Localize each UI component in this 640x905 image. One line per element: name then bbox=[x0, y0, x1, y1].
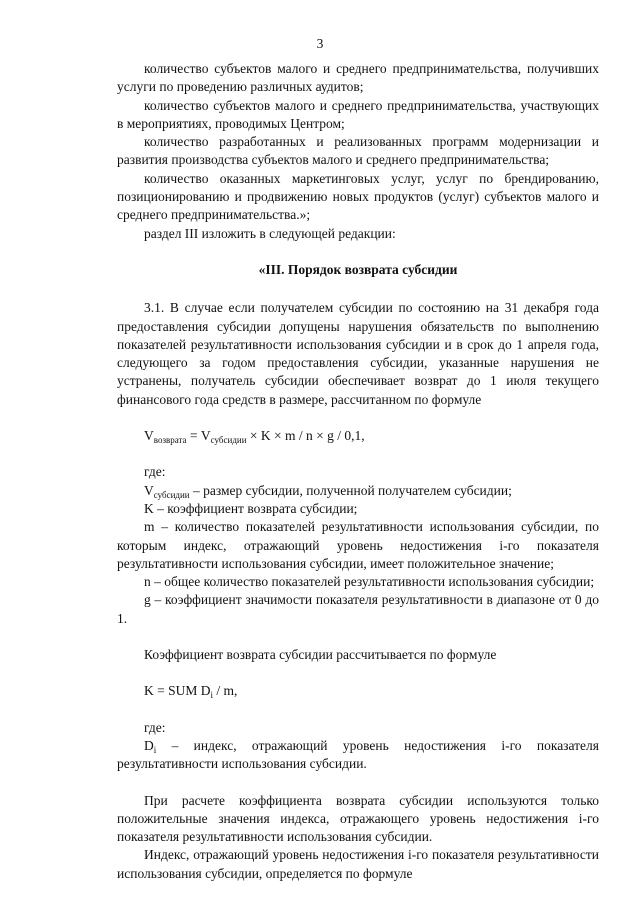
formula-v2-sub: субсидии bbox=[210, 435, 247, 446]
definition-v-text: – размер субсидии, полученной получателем субсидии; bbox=[189, 482, 512, 498]
definition-g: g – коэффициент значимости показателя результативности в диапазоне от 0 до 1. bbox=[117, 592, 599, 626]
definition-d bbox=[117, 737, 599, 774]
formula-coefficient bbox=[117, 682, 599, 700]
formula-v-sub: возврата bbox=[153, 435, 187, 446]
definition-k: K – коэффициент возврата субсидии; bbox=[144, 500, 358, 516]
formula-v: V bbox=[144, 428, 154, 444]
formula2-main: K = SUM D bbox=[144, 683, 211, 699]
paragraph-audits: количество субъектов малого и среднего предпринимательства, получивших услуги по проведению различных аудитов; bbox=[117, 61, 599, 95]
where-label-1: где: bbox=[144, 464, 166, 480]
document-body bbox=[117, 60, 599, 883]
formula-rest: × K × m / n × g / 0,1, bbox=[246, 428, 365, 444]
symbol-v-sub: субсидии bbox=[153, 489, 190, 500]
symbol-v: V bbox=[144, 482, 154, 498]
paragraph-positive-values: При расчете коэффициента возврата субсидии используются только положительные значения индекса, отражающего уровень недостижения i-го показателя результативности использования субсидии. bbox=[117, 792, 599, 845]
paragraph-section-edit: раздел III изложить в следующей редакции: bbox=[144, 225, 396, 241]
formula2-sub: i bbox=[210, 690, 214, 701]
formula-eq: = bbox=[186, 428, 201, 444]
paragraph-events: количество субъектов малого и среднего предпринимательства, участвующих в мероприятиях, проводимых Центром; bbox=[117, 97, 599, 131]
symbol-d: D bbox=[144, 737, 154, 753]
where-label-2: где: bbox=[144, 719, 166, 735]
formula-v2: V bbox=[200, 428, 211, 444]
paragraph-index-formula: Индекс, отражающий уровень недостижения i-го показателя результативности использования субсидии, определяется по формуле bbox=[117, 847, 599, 881]
paragraph-coefficient: Коэффициент возврата субсидии рассчитывается по формуле bbox=[144, 647, 497, 663]
definition-d-text: – индекс, отражающий уровень недостижения i-го показателя результативности использования субсидии. bbox=[117, 737, 599, 772]
definition-m: m – количество показателей результативности использования субсидии, по которым индекс, отражающий уровень недостижения i-го показателя результативности использования субсидии, имеет положительное значение; bbox=[117, 519, 599, 571]
section-heading: «III. Порядок возврата субсидии bbox=[258, 261, 458, 277]
paragraph-programs: количество разработанных и реализованных программ модернизации и развития производства субъектов малого и среднего предпринимательства; bbox=[117, 134, 599, 168]
symbol-d-sub: i bbox=[153, 744, 157, 755]
formula2-rest: / m, bbox=[213, 683, 238, 699]
definition-v bbox=[117, 482, 599, 500]
paragraph-marketing: количество оказанных маркетинговых услуг, услуг по брендированию, позиционированию и продвижению новых продуктов (услуг) субъектов малого и среднего предпринимательства.»; bbox=[117, 170, 599, 223]
paragraph-3-1: 3.1. В случае если получателем субсидии по состоянию на 31 декабря года предоставления субсидии допущены нарушения обязательств по выполнению показателей результативности использования субсидии и в срок до 1 апреля года, следующего за годом предоставления субсидии, указанные нарушения не устранены, получатель субсидии обеспечивает возврат до 1 июля текущего финансового года средств в размере, рассчитанном по формуле bbox=[117, 300, 599, 407]
formula-return-amount bbox=[117, 427, 599, 445]
page-number: 3 bbox=[316, 36, 324, 51]
definition-n: n – общее количество показателей результативности использования субсидии; bbox=[144, 574, 595, 590]
